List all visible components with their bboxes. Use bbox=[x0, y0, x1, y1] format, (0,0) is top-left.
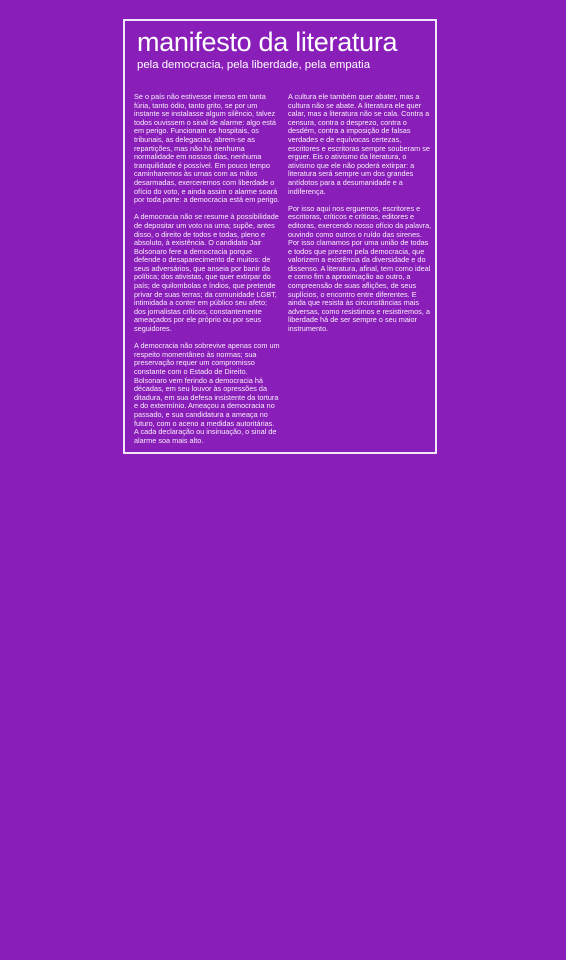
manifesto-poster bbox=[123, 19, 437, 454]
manifesto-paragraph-2: A democracia não se resume à possibilidade de depositar um voto na urna; supõe, antes disso, o direito de todos e todas, pleno e absoluto, à existência. O candidato Jair Bolsonaro fere a democracia porque defende o desaparecimento de muitos: de seus adversários, que anseia por banir da política; dos ativistas, que quer extirpar do país; de quilombolas e índios, que pretende privar de suas terras; da comunidade LGBT, intimidada a conter em público seu afeto; dos jornalistas críticos, constantemente ameaçados por ele próprio ou por seus seguidores. bbox=[134, 212, 279, 334]
manifesto-paragraph-3: A democracia não sobrevive apenas com um respeito momentâneo às normas; sua preservação requer um compromisso constante com o Estado de Direito. Bolsonaro vem ferindo a democracia há décadas, em seu louvor às opressões da ditadura, em sua defesa insistente da tortura e do extermínio. Ameaçou a democracia no passado, e sua candidatura a ameaça no futuro, com o aceno a medidas autoritárias. A cada declaração ou insinuação, o sinal de alarme soa mais alto. bbox=[134, 341, 280, 445]
manifesto-paragraph-1: Se o país não estivesse imerso em tanta fúria, tanto ódio, tanto grito, se por um instante se instalasse algum silêncio, talvez todos ouvissem o sinal de alarme: algo está em perigo. Funcionam os hospitais, os tribunais, as delegacias, abrem-se as repartições, mas não há nenhuma normalidade em nossos dias, nenhuma tranquilidade é possível. Em pouco tempo caminharemos às urnas com as mãos desarmadas, exerceremos com liberdade o ofício do voto, e ainda assim o alarme soará por toda parte: a democracia está em perigo. bbox=[134, 92, 280, 205]
text-column-left bbox=[134, 93, 280, 454]
manifesto-paragraph-4: A cultura ele também quer abater, mas a cultura não se abate. A literatura ele quer calar, mas a literatura não se cala. Contra a censura, contra o desprezo, contra o desdém, contra a imposição de falsas verdades e de equívocas certezas, escritores e escritoras sempre souberam se erguer. Eis o ativismo da literatura, o ativismo que ele não poderá extirpar: a literatura será sempre um dos grandes antídotos para a desumanidade e a indiferença. bbox=[288, 92, 430, 196]
text-column-right bbox=[288, 93, 433, 342]
manifesto-paragraph-5: Por isso aqui nos erguemos, escritores e escritoras, críticos e críticas, editores e editoras, exercendo nosso ofício da palavra, ouvindo como outros o ruído das sirenes. Por isso clamamos por uma união de todas e todos que prezem pela democracia, que valorizem a existência da diversidade e do dissenso. A literatura, afinal, tem como ideal e como fim a aproximação ao outro, a compreensão de suas aflições, de seus suplícios, o encontro entre diferentes. E ainda que resista às circunstâncias mais adversas, como resistimos e resistiremos, a liberdade há de ser sempre o seu maior instrumento. bbox=[288, 203, 432, 334]
manifesto-subtitle: pela democracia, pela liberdade, pela empatia bbox=[137, 59, 371, 71]
manifesto-title: manifesto da literatura bbox=[137, 27, 398, 57]
